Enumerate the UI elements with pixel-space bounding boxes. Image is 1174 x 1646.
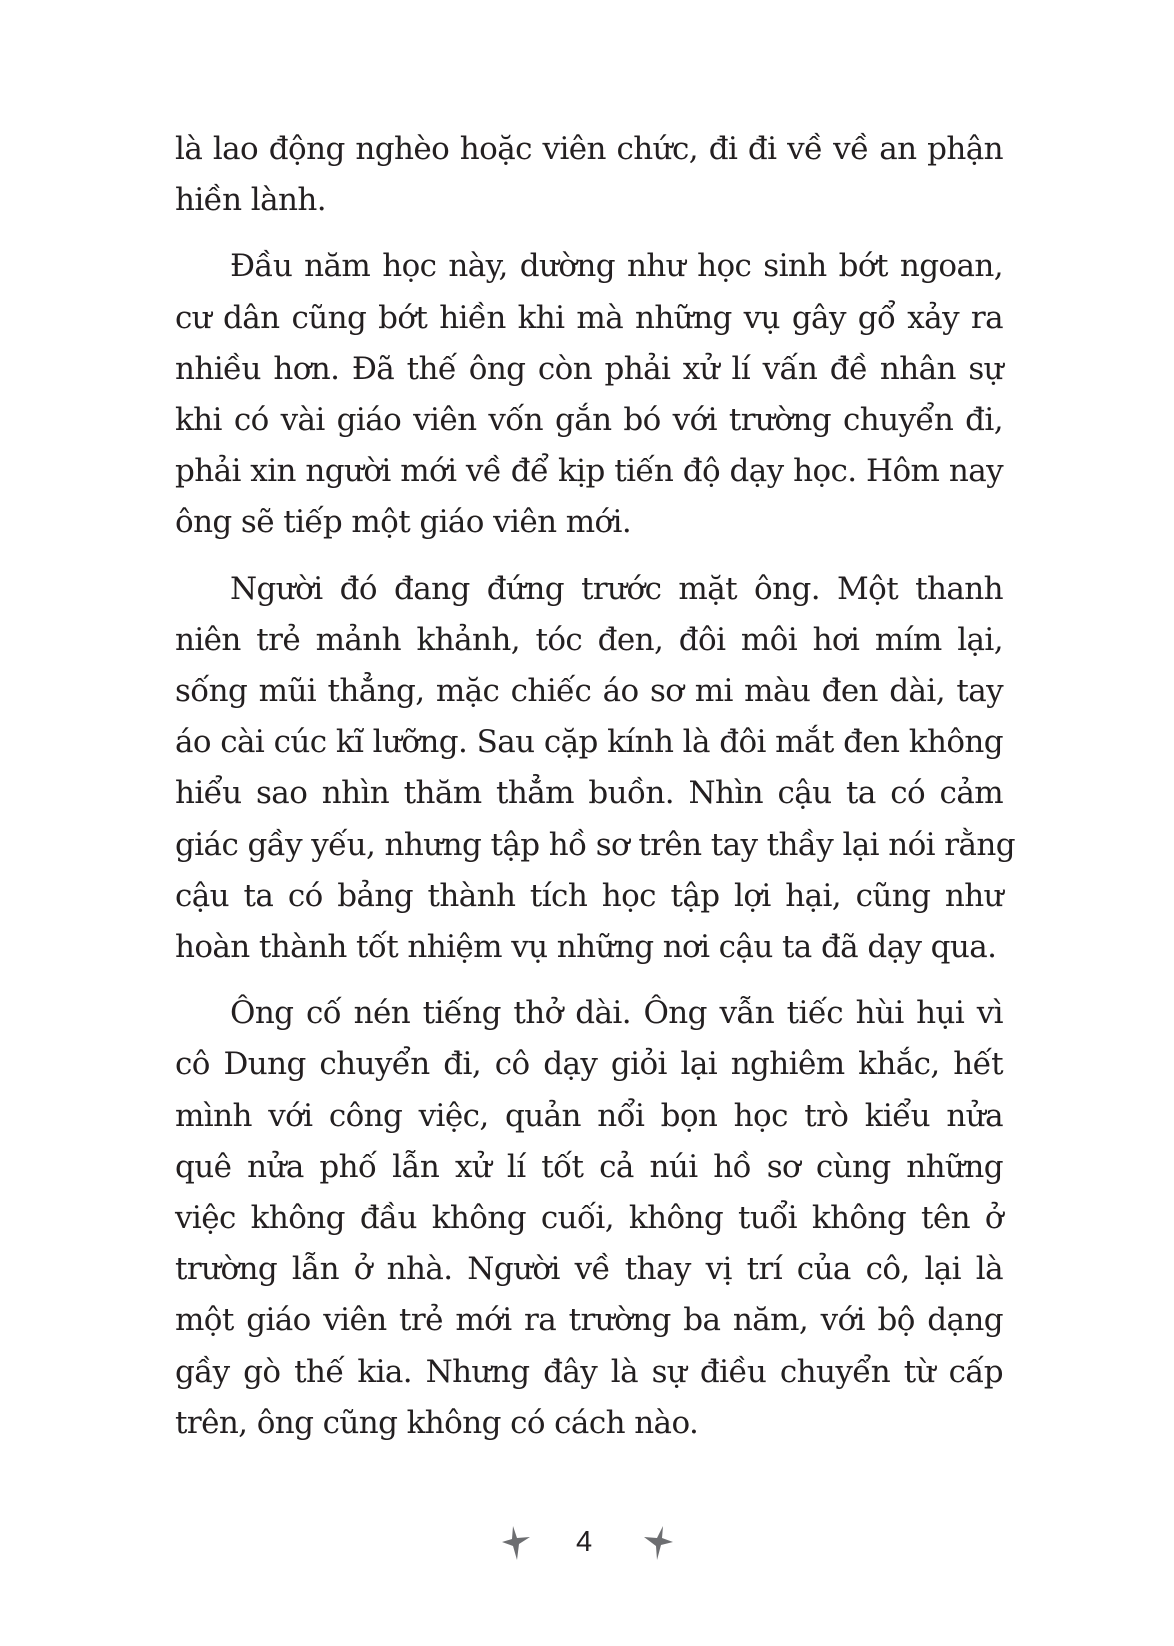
text-line: gầy gò thế kia. Nhưng đây là sự điều chuyển từ cấp: [175, 1353, 1003, 1390]
text-line: Người đó đang đứng trước mặt ông. Một thanh: [230, 570, 1003, 607]
text-line: cư dân cũng bớt hiền khi mà những vụ gây gổ xảy ra: [175, 299, 1003, 336]
text-line: Đầu năm học này, dường như học sinh bớt ngoan,: [230, 248, 1003, 285]
text-line: cậu ta có bảng thành tích học tập lợi hại, cũng như: [175, 877, 1003, 914]
page-number: 4: [576, 1526, 593, 1558]
star-icon: [638, 1522, 678, 1562]
text-line: một giáo viên trẻ mới ra trường ba năm, với bộ dạng: [175, 1302, 1003, 1339]
text-line: niên trẻ mảnh khảnh, tóc đen, đôi môi hơi mím lại,: [175, 621, 1003, 658]
text-line: trên, ông cũng không có cách nào.: [175, 1404, 699, 1441]
text-line: là lao động nghèo hoặc viên chức, đi đi về về an phận: [175, 131, 1003, 167]
text-line: quê nửa phố lẫn xử lí tốt cả núi hồ sơ cùng những: [175, 1148, 1003, 1185]
text-line: mình với công việc, quản nổi bọn học trò kiểu nửa: [175, 1097, 1003, 1134]
text-line: sống mũi thẳng, mặc chiếc áo sơ mi màu đen dài, tay: [175, 673, 1003, 710]
paragraph-2: [175, 241, 1003, 548]
paragraph-4: [175, 988, 1003, 1449]
text-line: hiểu sao nhìn thăm thẳm buồn. Nhìn cậu ta có cảm: [175, 775, 1003, 812]
text-line: hiền lành.: [175, 182, 326, 219]
body-text: [175, 124, 1015, 1464]
text-line: nhiều hơn. Đã thế ông còn phải xử lí vấn đề nhân sự: [175, 350, 1003, 387]
text-line: Ông cố nén tiếng thở dài. Ông vẫn tiếc hùi hụi vì: [230, 995, 1003, 1032]
text-line: giác gầy yếu, nhưng tập hồ sơ trên tay thầy lại nói rằng: [175, 826, 1015, 863]
paragraph-3: [175, 564, 1015, 974]
text-line: hoàn thành tốt nhiệm vụ những nơi cậu ta đã dạy qua.: [175, 929, 997, 966]
page-footer: [0, 1518, 1174, 1568]
text-line: việc không đầu không cuối, không tuổi không tên ở: [175, 1200, 1003, 1237]
text-line: khi có vài giáo viên vốn gắn bó với trường chuyển đi,: [175, 402, 1003, 439]
star-icon: [496, 1522, 536, 1562]
text-line: áo cài cúc kĩ lưỡng. Sau cặp kính là đôi mắt đen không: [175, 724, 1003, 761]
text-line: trường lẫn ở nhà. Người về thay vị trí của cô, lại là: [175, 1251, 1003, 1288]
text-line: cô Dung chuyển đi, cô dạy giỏi lại nghiêm khắc, hết: [175, 1046, 1003, 1083]
text-line: phải xin người mới về để kịp tiến độ dạy học. Hôm nay: [175, 453, 1003, 490]
text-line: ông sẽ tiếp một giáo viên mới.: [175, 504, 632, 541]
paragraph-1: [175, 124, 1003, 226]
